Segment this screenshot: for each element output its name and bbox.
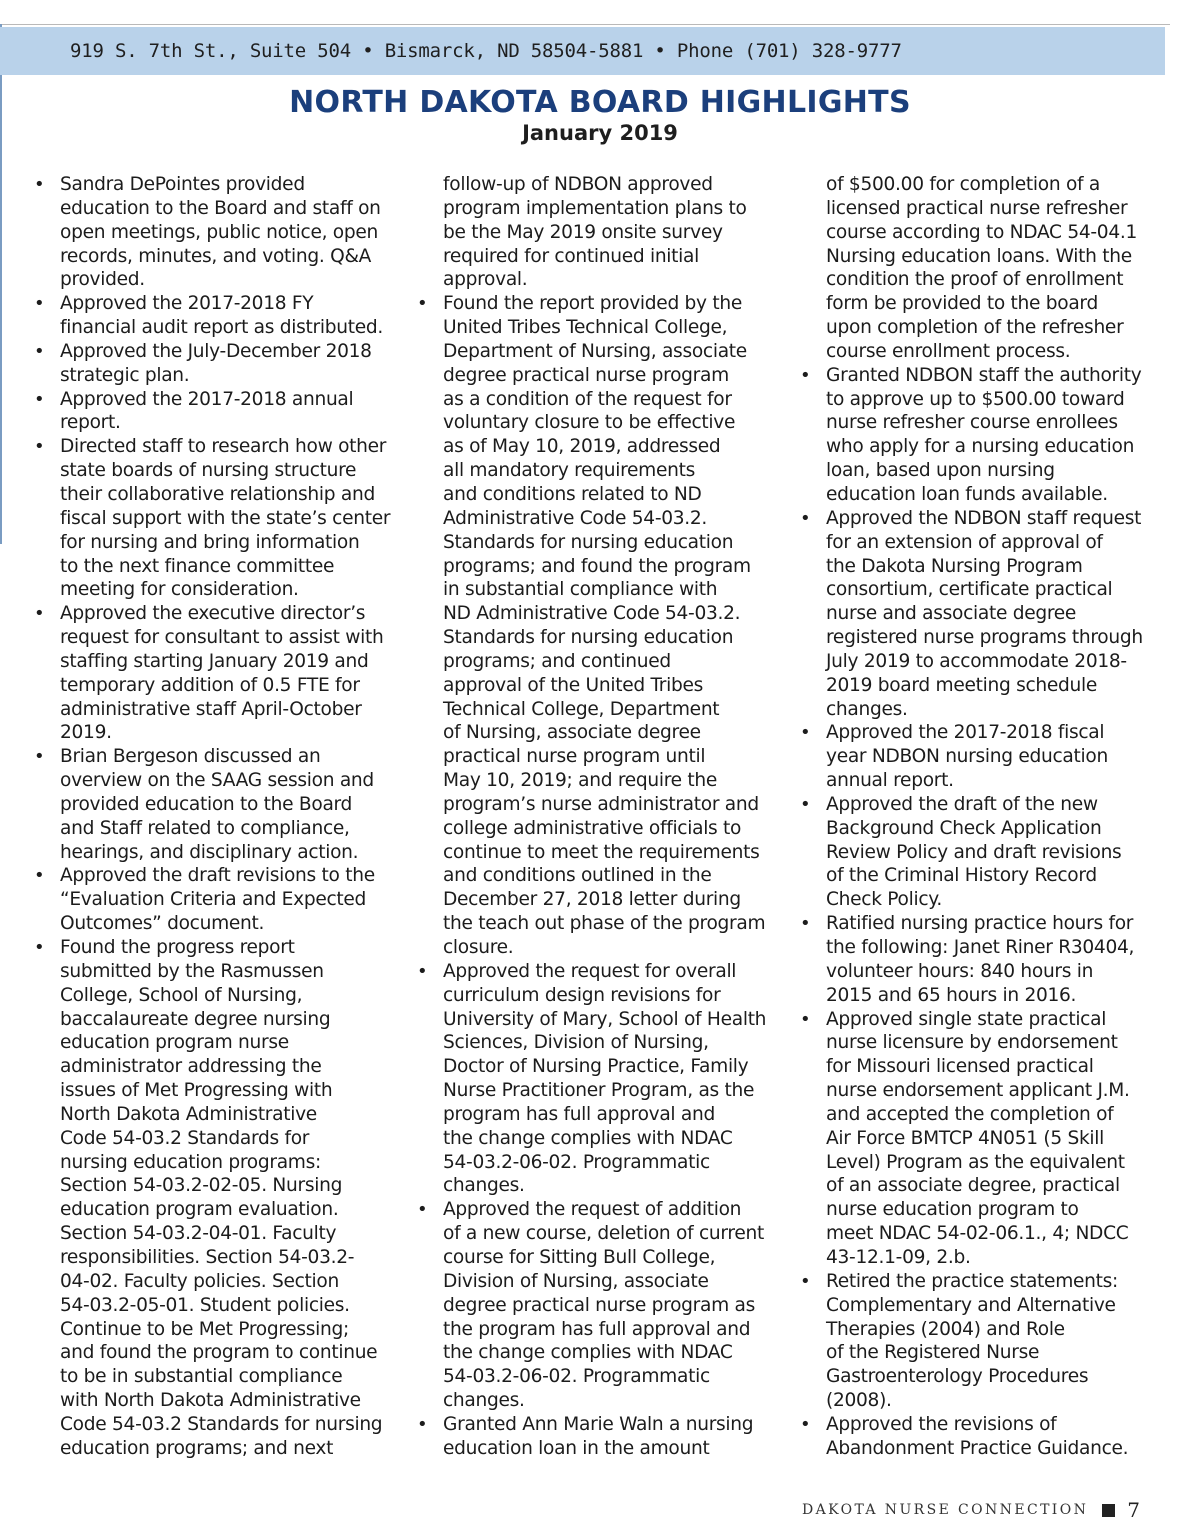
item-text: Approved single state practical nurse licensure by endorsement for Missouri licensed practical nurse endorsement applicant J.M. and accepted the completion of Air Force BMTCP 4N051 (5 Skill Level) Program as the equivalent of an associate degree, practical nurse education program to meet NDAC 54-02-06.1., 4; NDCC 43-12.1-09, 2.b. [826, 1008, 1130, 1268]
item-text: Approved the 2017-2018 annual report. [60, 388, 354, 434]
bullet-item [417, 1413, 793, 1461]
bullet-icon: • [800, 1270, 811, 1292]
bullet-item [800, 507, 1186, 722]
bullet-icon: • [417, 960, 428, 982]
bullet-item [34, 173, 405, 292]
bullet-item [417, 960, 793, 1198]
item-text: Found the report provided by the United Tribes Technical College, Department of Nursing, associate degree practical nurse program as a condition of the request for voluntary closure to be effective as of May 10, 2019, addressed all mandatory requirements and conditions related to ND Administrative Code 54-03.2. Standards for nursing education programs; and found the program in substantial compliance with ND Administrative Code 54-03.2. Standards for nursing education programs; and continued approval of the United Tribes Technical College, Department of Nursing, associate degree practical nurse program until May 10, 2019; and require the program’s nurse administrator and college administrative officials to continue to meet the requirements and conditions outlined in the December 27, 2018 letter during the teach out phase of the program closure. [443, 293, 766, 958]
bullet-icon: • [34, 174, 45, 195]
item-text: Approved the draft revisions to the “Evaluation Criteria and Expected Outcomes” document. [60, 865, 375, 935]
bullet-icon: • [800, 507, 811, 529]
bullet-icon: • [800, 1413, 811, 1435]
bullet-item [800, 1008, 1186, 1270]
page-subtitle: January 2019 [522, 121, 678, 145]
bullet-item [800, 912, 1186, 1007]
item-text: Granted Ann Marie Waln a nursing education loan in the amount [443, 1413, 754, 1459]
item-text: Approved the 2017-2018 FY financial audit report as distributed. [60, 293, 383, 339]
item-text: Approved the July-December 2018 strategic plan. [60, 340, 372, 386]
bullet-icon: • [34, 865, 45, 887]
item-text: Approved the request of addition of a new course, deletion of current course for Sitting Bull College, Division of Nursing, associate degree practical nurse program as the program has full approval and the change complies with NDAC 54-03.2-06-02. Programmatic changes. [443, 1199, 764, 1412]
bullet-icon: • [800, 793, 811, 815]
bullet-icon: • [800, 364, 811, 386]
item-text: follow-up of NDBON approved program implementation plans to be the May 2019 onsite survey required for continued initial approval. [443, 174, 747, 291]
bullet-icon: • [417, 1199, 428, 1221]
column-1 [34, 173, 405, 1461]
bullet-icon: • [34, 293, 45, 315]
bullet-icon: • [34, 436, 45, 458]
bullet-item [34, 435, 405, 602]
item-text: Ratified nursing practice hours for the following: Janet Riner R30404, volunteer hours: 840 hours in 2015 and 65 hours in 2016. [826, 913, 1135, 1006]
bullet-item [800, 1413, 1186, 1461]
bullet-icon: • [800, 913, 811, 935]
column-2 [417, 173, 793, 1461]
bullet-item [34, 864, 405, 936]
continued-text [806, 173, 1186, 364]
page-footer [802, 1498, 1140, 1522]
bullet-item [34, 340, 405, 388]
item-text: Approved the executive director’s request for consultant to assist with staffing starting January 2019 and temporary addition of 0.5 FTE for administrative staff April-October 2019. [60, 603, 384, 744]
bullet-item [800, 721, 1186, 793]
item-text: Brian Bergeson discussed an overview on the SAAG session and provided education to the Board and Staff related to compliance, hearings, and disciplinary action. [60, 746, 374, 863]
bullet-item [34, 745, 405, 864]
address-line: 919 S. 7th St., Suite 504 • Bismarck, ND 58504-5881 • Phone (701) 328-9777 [70, 40, 902, 62]
square-icon [1102, 1504, 1115, 1517]
item-text: of $500.00 for completion of a licensed practical nurse refresher course according to NDAC 54-04.1 Nursing education loans. With the condition the proof of enrollment form be provided to the board upon completion of the refresher course enrollment process. [826, 174, 1137, 362]
bullet-icon: • [34, 746, 45, 768]
item-text: Approved the 2017-2018 fiscal year NDBON nursing education annual report. [826, 722, 1108, 792]
item-text: Approved the draft of the new Background Check Application Review Policy and draft revisions of the Criminal History Record Check Policy. [826, 793, 1122, 911]
bullet-item [800, 793, 1186, 912]
bullet-item [800, 1270, 1186, 1413]
item-text: Granted NDBON staff the authority to approve up to $500.00 toward nurse refresher course enrollees who apply for a nursing education loan, based upon nursing education loan funds available. [826, 364, 1142, 505]
item-text: Directed staff to research how other state boards of nursing structure their collaborative relationship and fiscal support with the state’s center for nursing and bring information to the next finance committee meeting for consideration. [60, 436, 391, 601]
bullet-item [34, 602, 405, 745]
bullet-item [34, 388, 405, 436]
bullet-icon: • [34, 340, 45, 362]
bullet-item [417, 292, 793, 960]
bullet-item [800, 364, 1186, 507]
bullet-icon: • [417, 293, 428, 315]
column-3 [800, 173, 1186, 1461]
item-text: Approved the request for overall curriculum design revisions for University of Mary, School of Health Sciences, Division of Nursing, Doctor of Nursing Practice, Family Nurse Practitioner Program, as the program has full approval and the change complies with NDAC 54-03.2-06-02. Programmatic changes. [443, 960, 767, 1197]
bullet-icon: • [34, 603, 45, 625]
top-rule [0, 24, 1170, 25]
bullet-icon: • [417, 1413, 428, 1435]
bullet-icon: • [800, 722, 811, 744]
continued-text [423, 173, 793, 292]
bullet-item [34, 936, 405, 1461]
item-text: Sandra DePointes provided education to the Board and staff on open meetings, public notice, open records, minutes, and voting. Q&A provided. [60, 174, 381, 291]
bullet-icon: • [34, 937, 45, 958]
bullet-item [417, 1198, 793, 1413]
item-text: Found the progress report submitted by the Rasmussen College, School of Nursing, baccalaureate degree nursing education program nurse administrator addressing the issues of Met Progressing with North Dakota Administrative Code 54-03.2 Standards for nursing education programs: Section 54-03.2-02-05. Nursing education program evaluation. Section 54-03.2-04-01. Faculty responsibilities. Section 54-03.2- 04-02. Faculty policies. Section 54-03.2-05-01. Student policies. Continue to be Met Progressing; and found the program to continue to be in substantial compliance with North Dakota Administrative Code 54-03.2 Standards for nursing education programs; and next [60, 937, 383, 1459]
bullet-icon: • [34, 388, 45, 410]
publication-name: DAKOTA NURSE CONNECTION [801, 1502, 1089, 1518]
bullet-icon: • [800, 1008, 811, 1030]
page-number: 7 [1127, 1498, 1140, 1522]
item-text: Approved the NDBON staff request for an extension of approval of the Dakota Nursing Program consortium, certificate practical nurse and associate degree registered nurse programs through July 2019 to accommodate 2018- 2019 board meeting schedule changes. [826, 507, 1143, 720]
item-text: Retired the practice statements: Complementary and Alternative Therapies (2004) and Role of the Registered Nurse Gastroenterology Procedures (2008). [826, 1270, 1118, 1412]
item-text: Approved the revisions of Abandonment Practice Guidance. [826, 1413, 1129, 1459]
page-title: NORTH DAKOTA BOARD HIGHLIGHTS [289, 85, 911, 120]
bullet-item [34, 292, 405, 340]
